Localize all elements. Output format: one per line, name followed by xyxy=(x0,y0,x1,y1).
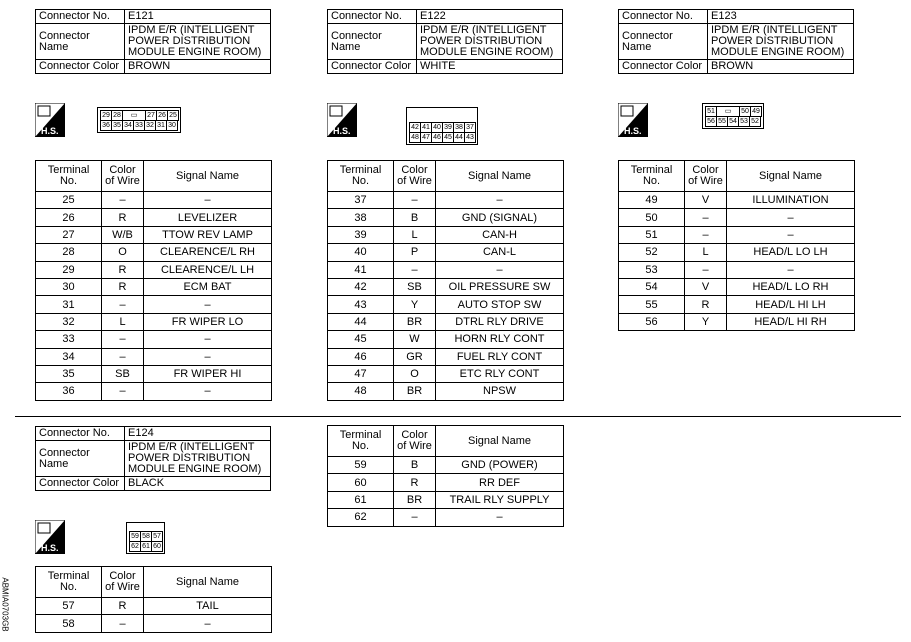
connector-pin: 35 xyxy=(111,120,123,131)
wire-color: V xyxy=(685,278,727,295)
table-row xyxy=(619,192,855,209)
wire-color: – xyxy=(394,509,436,526)
connector-color-value: BROWN xyxy=(708,60,854,74)
connector-no-value: E122 xyxy=(417,10,563,24)
signal-name: CLEARENCE/L RH xyxy=(144,244,272,261)
connector-no-label: Connector No. xyxy=(36,427,125,441)
table-row xyxy=(328,365,564,382)
connector-name-label: Connector Name xyxy=(36,441,125,477)
connector-name-value: IPDM E/R (INTELLIGENT POWER DISTRIBUTION MODULE ENGINE ROOM) xyxy=(125,441,271,477)
signal-name: CLEARENCE/L LH xyxy=(144,261,272,278)
table-row xyxy=(328,491,564,508)
signal-name: – xyxy=(727,226,855,243)
table-row xyxy=(36,261,272,278)
terminal-number: 30 xyxy=(36,278,102,295)
connector-pin: 25 xyxy=(167,110,179,121)
connector-color-label: Connector Color xyxy=(328,60,417,74)
connector-color-value: BLACK xyxy=(125,477,271,491)
wire-color: R xyxy=(102,209,144,226)
wire-color-header: Color of Wire xyxy=(394,426,436,457)
table-row xyxy=(328,383,564,400)
table-row xyxy=(328,244,564,261)
connector-pin: 42 xyxy=(409,122,421,133)
connector-pin: 33 xyxy=(133,120,145,131)
signal-name: FUEL RLY CONT xyxy=(436,348,564,365)
connector-pin: 52 xyxy=(749,116,761,127)
terminal-number: 53 xyxy=(619,261,685,278)
terminal-number: 47 xyxy=(328,365,394,382)
wire-color: L xyxy=(685,244,727,261)
connector-pin: 29 xyxy=(100,110,112,121)
connector-pin: 59 xyxy=(129,531,141,542)
terminal-number: 29 xyxy=(36,261,102,278)
signal-name: HEAD/L HI RH xyxy=(727,313,855,330)
signal-name: DTRL RLY DRIVE xyxy=(436,313,564,330)
hs-label: H.S. xyxy=(624,126,642,136)
signal-name: GND (POWER) xyxy=(436,457,564,474)
connector-no-label: Connector No. xyxy=(36,10,125,24)
connector-pin-row xyxy=(129,531,162,541)
hs-icon xyxy=(327,103,357,137)
terminal-table-e122 xyxy=(327,160,564,401)
table-row xyxy=(36,348,272,365)
connector-info-e123 xyxy=(618,9,854,74)
terminal-number: 31 xyxy=(36,296,102,313)
wire-color: R xyxy=(394,474,436,491)
signal-name: FR WIPER HI xyxy=(144,365,272,382)
wire-color: R xyxy=(102,278,144,295)
wire-color: – xyxy=(394,261,436,278)
connector-color-label: Connector Color xyxy=(619,60,708,74)
table-row xyxy=(36,192,272,209)
signal-name: – xyxy=(436,509,564,526)
connector-no-label: Connector No. xyxy=(619,10,708,24)
table-row xyxy=(36,383,272,400)
connector-pin: 41 xyxy=(420,122,432,133)
terminal-table-e121 xyxy=(35,160,272,401)
terminal-number: 54 xyxy=(619,278,685,295)
wire-color: L xyxy=(102,313,144,330)
wire-color: BR xyxy=(394,491,436,508)
wire-color: B xyxy=(394,457,436,474)
connector-pin: 31 xyxy=(155,120,167,131)
terminal-number: 37 xyxy=(328,192,394,209)
hs-icon xyxy=(35,103,65,137)
connector-pin: 43 xyxy=(464,132,476,143)
terminal-number: 35 xyxy=(36,365,102,382)
signal-name: – xyxy=(727,261,855,278)
wire-color: – xyxy=(685,226,727,243)
connector-pin: 26 xyxy=(156,110,168,121)
signal-name: – xyxy=(144,615,272,632)
wire-color: BR xyxy=(394,383,436,400)
table-row xyxy=(36,365,272,382)
signal-name: AUTO STOP SW xyxy=(436,296,564,313)
terminal-number: 40 xyxy=(328,244,394,261)
table-row xyxy=(36,244,272,261)
signal-name: TRAIL RLY SUPPLY xyxy=(436,491,564,508)
terminal-header: Terminal No. xyxy=(36,567,102,598)
signal-name: HEAD/L LO RH xyxy=(727,278,855,295)
connector-color-label: Connector Color xyxy=(36,60,125,74)
section-divider xyxy=(15,416,901,417)
terminal-header: Terminal No. xyxy=(36,161,102,192)
figure-code: ABMIA0703GB xyxy=(0,577,10,632)
signal-name: HEAD/L LO LH xyxy=(727,244,855,261)
signal-name: – xyxy=(144,383,272,400)
table-row xyxy=(328,226,564,243)
connector-pin: 32 xyxy=(144,120,156,131)
connector-pin-row xyxy=(409,122,475,132)
terminal-number: 42 xyxy=(328,278,394,295)
table-row xyxy=(619,313,855,330)
connector-name-label: Connector Name xyxy=(619,24,708,60)
signal-name: – xyxy=(144,192,272,209)
connector-pin: 56 xyxy=(705,116,717,127)
wire-color: Y xyxy=(394,296,436,313)
connector-face-e121 xyxy=(97,107,181,133)
connector-pin: ▭ xyxy=(122,110,146,121)
terminal-number: 45 xyxy=(328,331,394,348)
signal-name-header: Signal Name xyxy=(144,567,272,598)
table-row xyxy=(36,615,272,632)
signal-name: ECM BAT xyxy=(144,278,272,295)
connector-info-e124 xyxy=(35,426,271,491)
connector-pin: 38 xyxy=(453,122,465,133)
table-row xyxy=(36,331,272,348)
connector-pin: 28 xyxy=(111,110,123,121)
wire-color: – xyxy=(394,192,436,209)
table-row xyxy=(328,348,564,365)
terminal-number: 56 xyxy=(619,313,685,330)
wire-color: P xyxy=(394,244,436,261)
table-row xyxy=(328,313,564,330)
table-row xyxy=(619,261,855,278)
table-row xyxy=(36,226,272,243)
wire-color: – xyxy=(102,348,144,365)
table-row xyxy=(619,244,855,261)
terminal-number: 48 xyxy=(328,383,394,400)
connector-pin: 30 xyxy=(166,120,178,131)
signal-name: NPSW xyxy=(436,383,564,400)
wire-color: SB xyxy=(394,278,436,295)
signal-name: RR DEF xyxy=(436,474,564,491)
connector-pin: 61 xyxy=(140,541,152,552)
hs-label: H.S. xyxy=(41,543,59,553)
table-row xyxy=(328,331,564,348)
terminal-number: 50 xyxy=(619,209,685,226)
signal-name: – xyxy=(727,209,855,226)
connector-name-label: Connector Name xyxy=(36,24,125,60)
connector-pin: 54 xyxy=(727,116,739,127)
wire-color: V xyxy=(685,192,727,209)
connector-pin: 45 xyxy=(442,132,454,143)
connector-pin-row xyxy=(705,116,761,126)
wire-color: – xyxy=(102,331,144,348)
wire-color: L xyxy=(394,226,436,243)
signal-name-header: Signal Name xyxy=(144,161,272,192)
signal-name: TTOW REV LAMP xyxy=(144,226,272,243)
terminal-number: 26 xyxy=(36,209,102,226)
table-row xyxy=(36,209,272,226)
signal-name: HEAD/L HI LH xyxy=(727,296,855,313)
wire-color: – xyxy=(102,296,144,313)
connector-no-value: E124 xyxy=(125,427,271,441)
terminal-number: 59 xyxy=(328,457,394,474)
signal-name: ETC RLY CONT xyxy=(436,365,564,382)
wire-color: – xyxy=(102,383,144,400)
wire-color: – xyxy=(685,261,727,278)
connector-pin: 55 xyxy=(716,116,728,127)
table-row xyxy=(328,296,564,313)
terminal-number: 25 xyxy=(36,192,102,209)
signal-name: – xyxy=(436,192,564,209)
table-row xyxy=(36,278,272,295)
connector-info-e122 xyxy=(327,9,563,74)
hs-icon xyxy=(618,103,648,137)
connector-face-e123 xyxy=(702,103,764,129)
wire-color-header: Color of Wire xyxy=(394,161,436,192)
terminal-number: 49 xyxy=(619,192,685,209)
terminal-number: 51 xyxy=(619,226,685,243)
connector-no-label: Connector No. xyxy=(328,10,417,24)
wire-color: R xyxy=(685,296,727,313)
connector-name-value: IPDM E/R (INTELLIGENT POWER DISTRIBUTION MODULE ENGINE ROOM) xyxy=(417,24,563,60)
connector-face-e122 xyxy=(406,107,478,145)
table-row xyxy=(328,192,564,209)
connector-color-value: WHITE xyxy=(417,60,563,74)
wire-color: W/B xyxy=(102,226,144,243)
signal-name: FR WIPER LO xyxy=(144,313,272,330)
terminal-number: 33 xyxy=(36,331,102,348)
table-row xyxy=(328,509,564,526)
connector-pin-row xyxy=(100,120,178,130)
wire-color: – xyxy=(102,192,144,209)
terminal-number: 27 xyxy=(36,226,102,243)
connector-pin: 27 xyxy=(145,110,157,121)
wire-color-header: Color of Wire xyxy=(102,567,144,598)
table-row xyxy=(328,209,564,226)
terminal-number: 41 xyxy=(328,261,394,278)
table-row xyxy=(328,261,564,278)
connector-color-label: Connector Color xyxy=(36,477,125,491)
connector-info-e121 xyxy=(35,9,271,74)
connector-name-value: IPDM E/R (INTELLIGENT POWER DISTRIBUTION MODULE ENGINE ROOM) xyxy=(125,24,271,60)
connector-name-value: IPDM E/R (INTELLIGENT POWER DISTRIBUTION MODULE ENGINE ROOM) xyxy=(708,24,854,60)
terminal-number: 57 xyxy=(36,598,102,615)
terminal-number: 44 xyxy=(328,313,394,330)
signal-name: OIL PRESSURE SW xyxy=(436,278,564,295)
connector-pin: 46 xyxy=(431,132,443,143)
hs-label: H.S. xyxy=(333,126,351,136)
wire-color: SB xyxy=(102,365,144,382)
connector-pin: 44 xyxy=(453,132,465,143)
table-row xyxy=(619,278,855,295)
terminal-number: 34 xyxy=(36,348,102,365)
connector-face-e124 xyxy=(126,522,165,554)
connector-no-value: E121 xyxy=(125,10,271,24)
wire-color: – xyxy=(685,209,727,226)
terminal-table-e124-cont xyxy=(327,425,564,527)
signal-name: CAN-L xyxy=(436,244,564,261)
wire-color-header: Color of Wire xyxy=(685,161,727,192)
terminal-header: Terminal No. xyxy=(328,161,394,192)
signal-name-header: Signal Name xyxy=(436,161,564,192)
terminal-number: 61 xyxy=(328,491,394,508)
connector-pin: ▭ xyxy=(716,106,740,117)
connector-pin-row xyxy=(100,110,178,120)
terminal-table-e123 xyxy=(618,160,855,331)
wire-color: O xyxy=(394,365,436,382)
connector-pin: 49 xyxy=(750,106,762,117)
wire-color: B xyxy=(394,209,436,226)
connector-pin: 51 xyxy=(705,106,717,117)
terminal-number: 38 xyxy=(328,209,394,226)
terminal-number: 62 xyxy=(328,509,394,526)
connector-name-label: Connector Name xyxy=(328,24,417,60)
wire-color: R xyxy=(102,261,144,278)
signal-name: – xyxy=(144,348,272,365)
wire-color: BR xyxy=(394,313,436,330)
signal-name: – xyxy=(144,331,272,348)
table-row xyxy=(619,226,855,243)
terminal-number: 32 xyxy=(36,313,102,330)
table-row xyxy=(36,313,272,330)
connector-pin: 58 xyxy=(140,531,152,542)
signal-name: TAIL xyxy=(144,598,272,615)
connector-pin: 39 xyxy=(442,122,454,133)
connector-pin: 50 xyxy=(739,106,751,117)
table-row xyxy=(328,457,564,474)
table-row xyxy=(619,209,855,226)
table-row xyxy=(619,296,855,313)
connector-pin: 40 xyxy=(431,122,443,133)
wire-color: W xyxy=(394,331,436,348)
connector-color-value: BROWN xyxy=(125,60,271,74)
connector-pin: 36 xyxy=(100,120,112,131)
signal-name: LEVELIZER xyxy=(144,209,272,226)
connector-pin: 47 xyxy=(420,132,432,143)
table-row xyxy=(328,278,564,295)
connector-pin: 34 xyxy=(122,120,134,131)
connector-pin: 60 xyxy=(151,541,163,552)
connector-pin: 48 xyxy=(409,132,421,143)
wire-color-header: Color of Wire xyxy=(102,161,144,192)
connector-pin-row xyxy=(129,541,162,551)
connector-pin: 37 xyxy=(464,122,476,133)
signal-name: ILLUMINATION xyxy=(727,192,855,209)
connector-pin: 62 xyxy=(129,541,141,552)
terminal-number: 60 xyxy=(328,474,394,491)
signal-name: HORN RLY CONT xyxy=(436,331,564,348)
connector-pin-row xyxy=(705,106,761,116)
terminal-number: 55 xyxy=(619,296,685,313)
signal-name-header: Signal Name xyxy=(727,161,855,192)
signal-name: – xyxy=(436,261,564,278)
hs-icon xyxy=(35,520,65,554)
terminal-number: 52 xyxy=(619,244,685,261)
terminal-header: Terminal No. xyxy=(328,426,394,457)
signal-name-header: Signal Name xyxy=(436,426,564,457)
wire-color: R xyxy=(102,598,144,615)
terminal-number: 43 xyxy=(328,296,394,313)
terminal-number: 28 xyxy=(36,244,102,261)
connector-no-value: E123 xyxy=(708,10,854,24)
terminal-number: 58 xyxy=(36,615,102,632)
terminal-header: Terminal No. xyxy=(619,161,685,192)
wire-color: GR xyxy=(394,348,436,365)
connector-pin: 57 xyxy=(151,531,163,542)
connector-pin-row xyxy=(409,132,475,142)
terminal-number: 46 xyxy=(328,348,394,365)
terminal-table-e124 xyxy=(35,566,272,633)
wire-color: O xyxy=(102,244,144,261)
connector-pin: 53 xyxy=(738,116,750,127)
signal-name: – xyxy=(144,296,272,313)
terminal-number: 36 xyxy=(36,383,102,400)
wire-color: Y xyxy=(685,313,727,330)
wire-color: – xyxy=(102,615,144,632)
terminal-number: 39 xyxy=(328,226,394,243)
hs-label: H.S. xyxy=(41,126,59,136)
table-row xyxy=(36,598,272,615)
signal-name: CAN-H xyxy=(436,226,564,243)
signal-name: GND (SIGNAL) xyxy=(436,209,564,226)
table-row xyxy=(36,296,272,313)
table-row xyxy=(328,474,564,491)
